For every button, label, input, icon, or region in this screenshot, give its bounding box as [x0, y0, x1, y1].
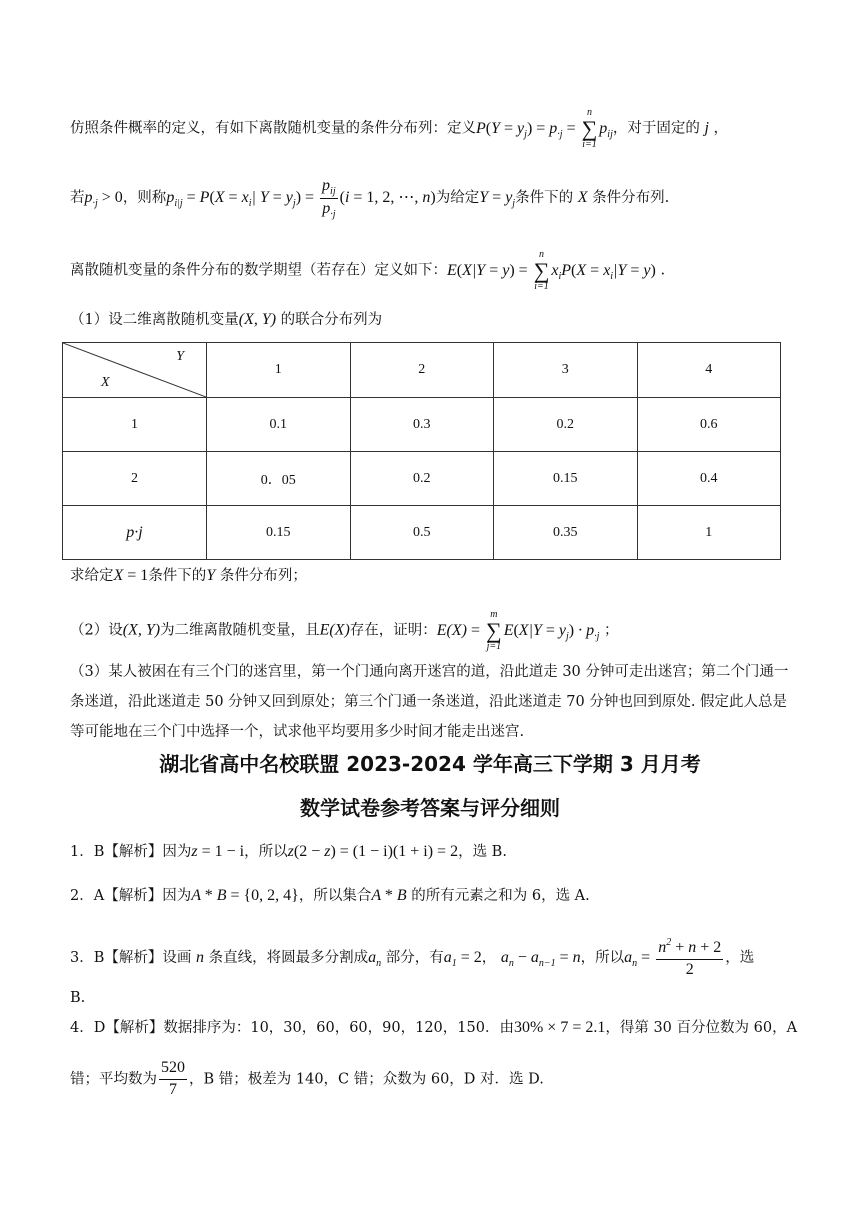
- part1-question-b: 条件下的: [148, 568, 207, 584]
- intro-text-1: 仿照条件概率的定义，有如下离散随机变量的条件分布列：定义: [70, 120, 476, 137]
- corner-y-label: Y: [176, 349, 184, 364]
- answer-title: 湖北省高中名校联盟 2023-2024 学年高三下学期 3 月月考: [159, 752, 701, 776]
- part3-paragraph: （3）某人被困在有三个门的迷宫里，第一个门通向离开迷宫的道，沿此道走 30 分钟可走出迷宫；第二个门通一条迷道，沿此迷道走 50 分钟又回到原处；第三个门通一条迷道，沿此迷道走 70 分钟也回到原处. 假定此人总是等可能地在三个门中选择一个，试求他平均要用多少时间才能走出迷宫.: [70, 664, 789, 740]
- part1-question-a: 求给定: [70, 568, 114, 584]
- answer-4-line-2: [70, 1058, 544, 1101]
- col-header: 2: [350, 343, 494, 398]
- formula-pj-positive: $p_{\cdot j} > 0$: [84, 189, 123, 210]
- table-row: [63, 506, 781, 560]
- intro-text-2a: 若: [70, 190, 85, 207]
- answer-2-a: 2．A【解析】因为: [70, 888, 192, 904]
- answer-4-a: 4．D【解析】数据排序为：10，30，60，60，90，120，150．由: [70, 1020, 514, 1036]
- answer-3-c: 部分，有: [385, 949, 444, 966]
- row-label: 1: [63, 398, 207, 452]
- part1-text: （1）设二维离散随机变量: [70, 312, 239, 328]
- table-cell: 0.5: [350, 506, 494, 560]
- intro-text-2c: 为给定: [435, 190, 480, 207]
- intro-text-2b: ，则称: [122, 190, 167, 207]
- table-row: [63, 398, 781, 452]
- answer-3-e: ，选: [725, 949, 755, 966]
- intro-text-1b: ，对于固定的: [612, 120, 700, 137]
- answer-3-d: ，所以: [580, 949, 625, 966]
- table-cell: 0.4: [637, 452, 781, 506]
- part2-text-b: 为二维离散随机变量，且: [160, 622, 320, 639]
- row-label: 2: [63, 452, 207, 506]
- row-label-pj-text: p·j: [126, 523, 143, 541]
- formula-conditional: $p_{i|j} = P(X = x_i|$ $Y = y_j$) = $\frac{p_{ij}}{p_{\cdot j}}$ (i = 1, 2, ⋯, n): [166, 177, 436, 220]
- answer-1-c: ，选 B.: [458, 844, 507, 860]
- intro-text-2d: 条件下的: [515, 190, 574, 207]
- table-cell: 0.6: [637, 398, 781, 452]
- col-header: 4: [637, 343, 781, 398]
- answer-1-a: 1．B【解析】因为: [70, 844, 192, 860]
- answer-2: 2．A【解析】因为A * B = {0, 2, 4}，所以集合A * B 的所有元素之和为 6，选 A.: [70, 887, 590, 904]
- answer-3: 3．B【解析】设画 n 条直线，将圆最多分割成$a_n$ 部分，有$a_1 = 2$， $a_n - a_{n-1} = n$，所以$a_n$ = $\frac{n^2 + n + 2}{2}$ ，选: [70, 937, 755, 978]
- part1-question-c: 条件分布列；: [219, 568, 307, 584]
- intro-line-2: 若$p_{\cdot j} > 0$，则称$p_{i|j} = P(X = x_i|$ $Y = y_j$) = $\frac{p_{ij}}{p_{\cdot j}}$ (i = 1, 2, ⋯, n)为给定$Y = y_j$条件下的 X 条件分布列.: [70, 177, 670, 220]
- formula-total-expectation: E(X) = m ∑ j=1 $E(X|Y = y_j) \cdot p_{\cdot j}$: [436, 609, 600, 652]
- col-header: 3: [494, 343, 638, 398]
- answer-4-c: 错；平均数为: [70, 1071, 157, 1088]
- part1-tail: 的联合分布列为: [280, 312, 383, 328]
- answer-3-a: 3．B【解析】设画: [70, 949, 192, 966]
- answer-2-b: ，所以集合: [298, 888, 372, 904]
- table-cell: 0.2: [350, 452, 494, 506]
- answer-3-b: 条直线，将圆最多分割成: [208, 949, 369, 966]
- table-corner-cell: [63, 343, 207, 398]
- formula-marginal: $P(Y = y_j) = p_{\cdot j}$ = n ∑ i=1 $p_{ij}$: [476, 107, 613, 150]
- part1-label: （1）设二维离散随机变量(X, Y) 的联合分布列为: [70, 311, 383, 328]
- mean-fraction: $\frac{520}{7}$: [161, 1059, 185, 1098]
- intro-line-1: 仿照条件概率的定义，有如下离散随机变量的条件分布列：定义$P(Y = y_j) = p_{\cdot j}$ = n ∑ i=1 $p_{ij}$，对于固定的 j ，: [70, 107, 729, 150]
- answer-4-b: ，得第 30 百分位数为 60，A: [605, 1020, 798, 1036]
- table-cell: 0.2: [494, 398, 638, 452]
- answer-2-c: 的所有元素之和为 6，选 A.: [411, 888, 590, 904]
- table-cell: 0.1: [207, 398, 351, 452]
- answer-4-d: ，B 错；极差为 140，C 错；众数为 60，D 对．选 D.: [189, 1071, 544, 1088]
- part2-text-a: （2）设: [70, 622, 123, 639]
- table-cell: 0.15: [207, 506, 351, 560]
- answer-3-cont: B.: [70, 990, 86, 1006]
- table-cell: 0.15: [494, 452, 638, 506]
- answer-1-b: ，所以: [244, 844, 288, 860]
- table-cell: 0．05: [207, 452, 351, 506]
- answer-4-line-1: 4．D【解析】数据排序为：10，30，60，60，90，120，150．由30% × 7 = 2.1，得第 30 百分位数为 60，A: [70, 1019, 798, 1036]
- part2-line: （2）设(X, Y)为二维离散随机变量，且E(X)存在，证明：E(X) = m ∑ j=1 $E(X|Y = y_j) \cdot p_{\cdot j}$ ；: [70, 609, 619, 652]
- corner-diagonal-line: [63, 343, 206, 397]
- joint-distribution-table: [62, 342, 781, 560]
- part1-question: 求给定X = 1条件下的Y 条件分布列；: [70, 567, 307, 584]
- table-header-row: [63, 343, 781, 398]
- table-row: [63, 452, 781, 506]
- row-label-pj: [63, 506, 207, 560]
- expectation-line: 离散随机变量的条件分布的数学期望（若存在）定义如下：E(X|Y = y) = n ∑ i=1 $x_iP(X = x_i|Y = y)$ .: [70, 249, 666, 292]
- table-cell: 0.35: [494, 506, 638, 560]
- formula-cond-expectation: E(X|Y = y) = n ∑ i=1 $x_iP(X = x_i|Y = y)$: [447, 249, 656, 292]
- table-cell: 1: [637, 506, 781, 560]
- table-cell: 0.3: [350, 398, 494, 452]
- answer-1: 1．B【解析】因为z = 1 − i，所以z(2 − z) = (1 − i)(1 + i) = 2，选 B.: [70, 843, 507, 860]
- answer-subtitle: 数学试卷参考答案与评分细则: [300, 796, 560, 820]
- expectation-text: 离散随机变量的条件分布的数学期望（若存在）定义如下：: [70, 262, 447, 279]
- corner-x-label: X: [101, 375, 110, 390]
- col-header: 1: [207, 343, 351, 398]
- part2-text-c: 存在，证明：: [349, 622, 437, 639]
- intro-text-2e: 条件分布列.: [592, 190, 670, 207]
